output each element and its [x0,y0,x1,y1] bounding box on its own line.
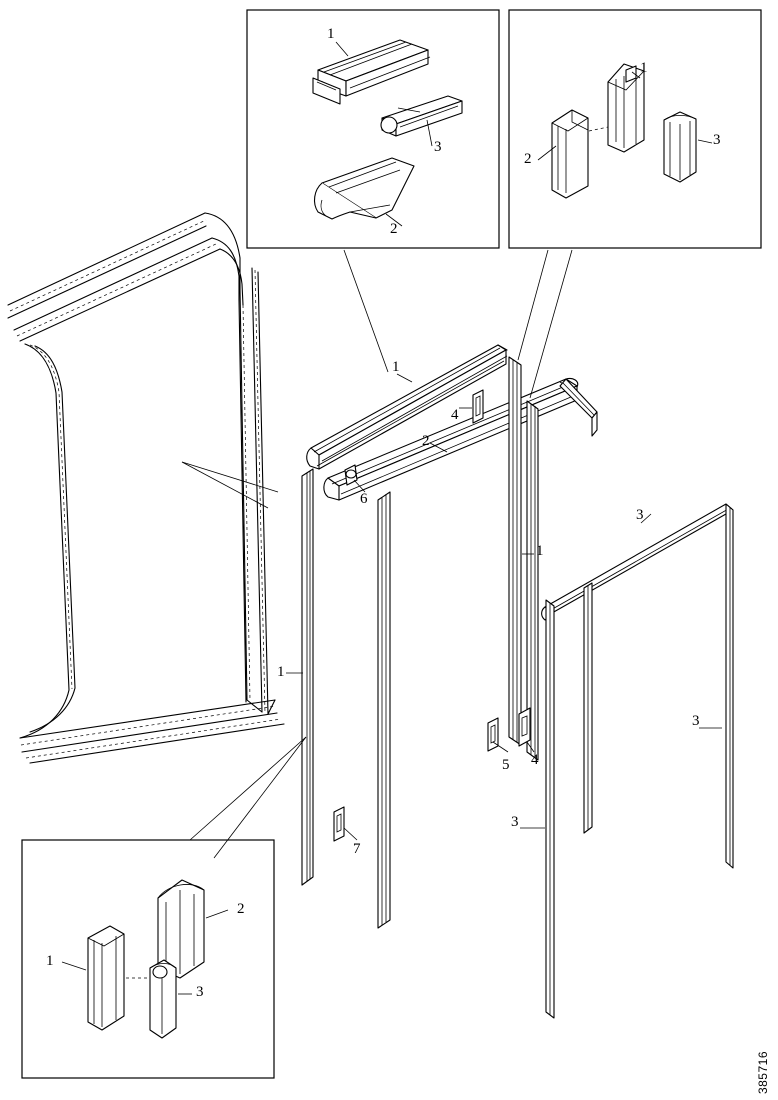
callout-main-header-2: 2 [422,433,430,449]
pillar-weatherstrip-center-2 [527,401,538,760]
vehicle-body-ghost [8,213,284,763]
pillar-weatherstrip-center-1 [509,357,521,745]
callout-right-panel-1: 1 [640,60,648,76]
rail-weatherstrip-3-inner [584,583,592,833]
clip-4-lower [519,708,530,746]
callout-main-clip-7: 7 [353,841,361,857]
callout-lowerleft-panel-3: 3 [196,984,204,1000]
rail-weatherstrip-3-lower [546,600,554,1018]
callout-main-rail-3-upper: 3 [636,507,644,523]
lower-left-detail-panel-border [22,840,274,1078]
figure-part-number: 385716 [756,1050,770,1094]
callout-top-panel-1: 1 [327,26,335,42]
clip-7 [334,807,344,841]
callout-lowerleft-panel-1: 1 [46,953,54,969]
callout-top-panel-3: 3 [434,139,442,155]
callout-right-panel-2: 2 [524,151,532,167]
corner-piece-top-right [560,379,597,436]
callout-main-header-1: 1 [392,359,400,375]
lower-left-panel-leader-a [190,737,306,840]
clip-4-upper [473,390,483,423]
pillar-weatherstrip-left-1 [302,469,313,885]
callout-main-pillar-1-left: 1 [277,664,285,680]
callout-lowerleft-panel-2: 2 [237,901,245,917]
clip-5-lower [488,718,498,751]
callout-main-clip-5: 5 [502,757,510,773]
callout-main-pillar-1-center: 1 [536,543,544,559]
callout-main-clip-4-lower: 4 [531,752,539,768]
rail-weatherstrip-3-right [726,504,733,868]
callout-main-clip-6: 6 [360,491,368,507]
callout-main-clip-4-top: 4 [451,407,459,423]
upper-right-panel-leader-a [518,250,548,360]
upper-right-panel-leader-b [530,250,572,398]
callout-top-panel-2: 2 [390,221,398,237]
top-panel-leader [344,250,388,372]
callout-main-rail-3-right: 3 [692,713,700,729]
callout-right-panel-3: 3 [713,132,721,148]
pillar-weatherstrip-left-2 [378,492,390,928]
callout-main-rail-3-lower: 3 [511,814,519,830]
